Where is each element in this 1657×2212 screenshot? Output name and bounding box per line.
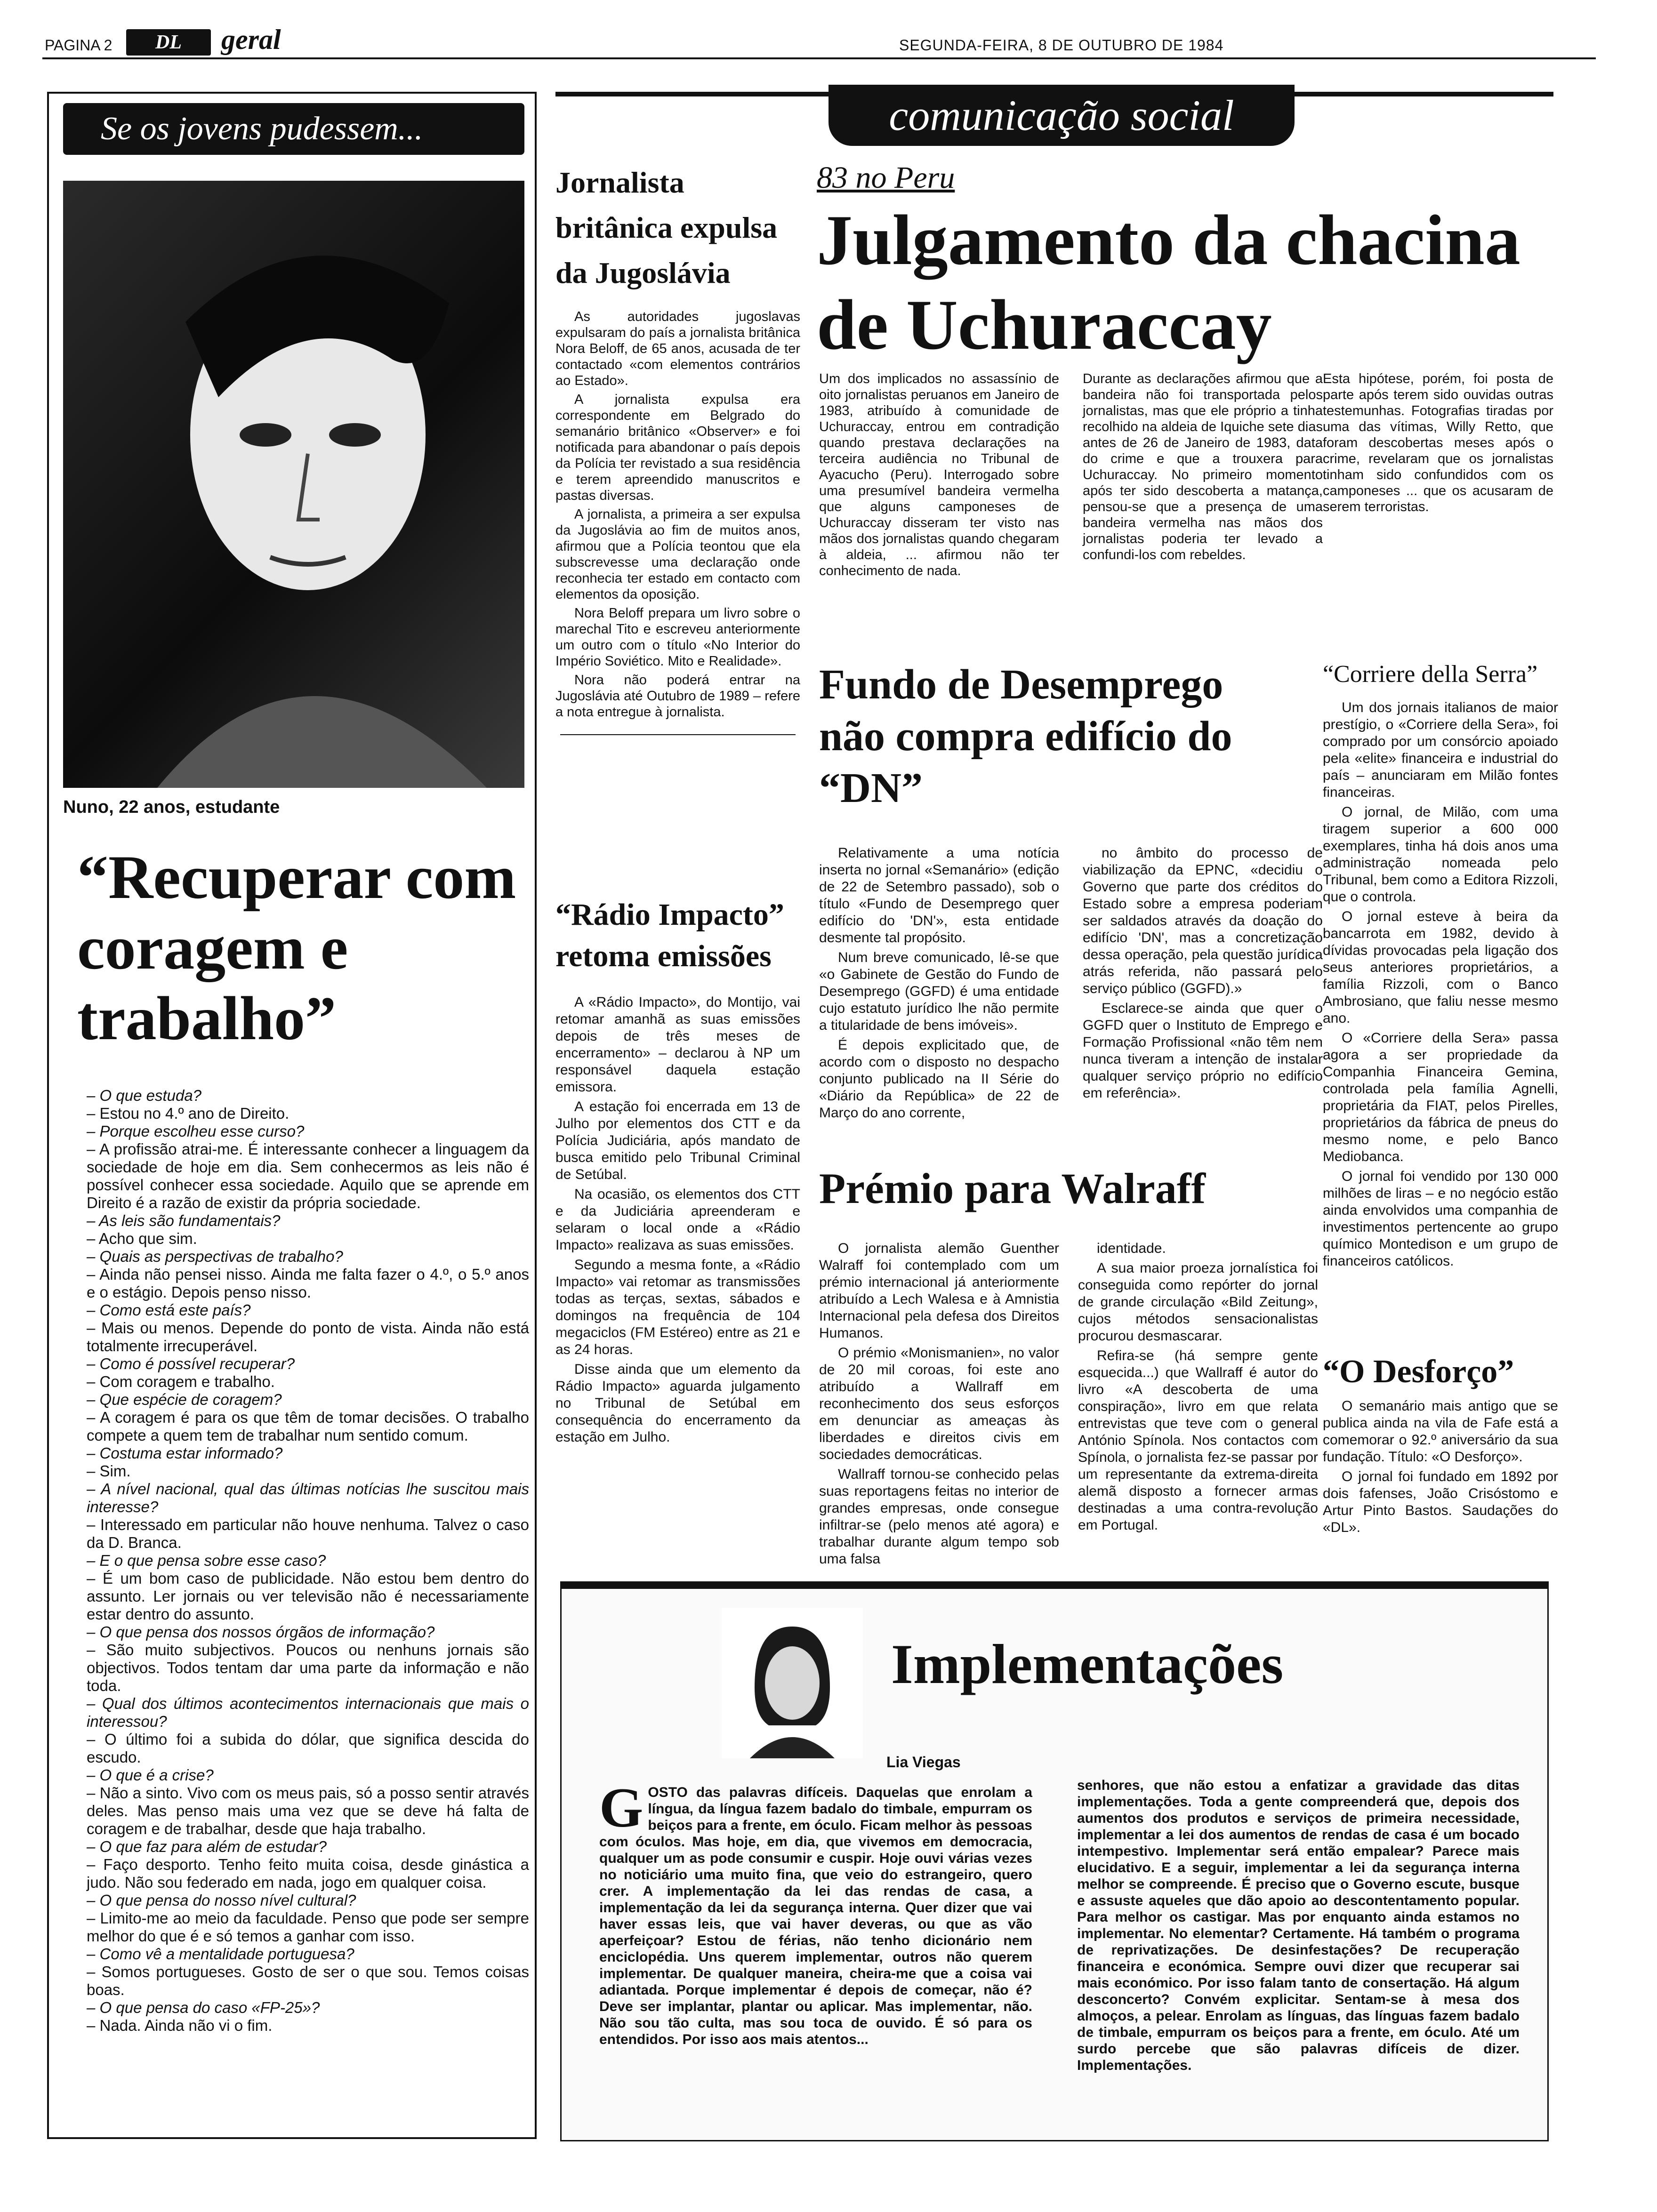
journalist-paragraph: A jornalista, a primeira a ser expulsa da Jugoslávia ao fim de muitos anos, afirmou que a Polícia teontou que ela subscrevesse uma declaração onde reconhecia ter estado em contacto com elementos da oposição. (555, 507, 800, 602)
social-col-1: Um dos implicados no assassínio de oito jornalistas peruanos em Janeiro de 1983, atribuído à comunidade de Uchuraccay, entrou em contradição quando prestava declarações na terceira audiência no Tribunal de Ayacucho (Peru). Interrogado sobre uma presumível bandeira vermelha que alguns camponeses de Uchuraccay disseram ter visto nas mãos dos jornalistas quando chegaram à aldeia, ... afirmou não ter conhecimento de nada. (819, 371, 1059, 578)
interview-answer: – Faço desporto. Tenho feito muita coisa, desde ginástica a judo. Não sou federado em nada, jogo em qualquer coisa. (77, 1856, 529, 1891)
interview-answer: – Acho que sim. (77, 1230, 529, 1248)
fundo-paragraph: É depois explicitado que, de acordo com o disposto no despacho conjunto publicado na II Série do «Diário da República» de 22 de Março do ano corrente, (819, 1037, 1059, 1121)
interview-question: – O que faz para além de estudar? (77, 1838, 529, 1856)
fundo-paragraph: Num breve comunicado, lê-se que «o Gabinete de Gestão do Fundo de Desemprego (GGFD) é uma entidade cujo estatuto jurídico lhe não permite a titularidade de bens imóveis». (819, 950, 1059, 1033)
interview-answer: – Nada. Ainda não vi o fim. (77, 2017, 529, 2035)
walraff-paragraph: A sua maior proeza jornalística foi conseguida como repórter do jornal de grande circulação «Bild Zeitung», cujos métodos sensacionalistas procurou desmascarar. (1078, 1260, 1318, 1344)
fundo-paragraph: Relativamente a uma notícia inserta no jornal «Semanário» (edição de 22 de Setembro passado), sob o título «Fundo de Desemprego quer edifício do 'DN'», esta entidade desmente tal propósito. (819, 845, 1059, 946)
fundo-paragraph: no âmbito do processo de viabilização da EPNC, «decidiu o Governo que parte dos créditos do Estado sobre a empresa poderiam ser saldados através da doação do edifício 'DN', mas a concretização dessa operação, pela questão jurídica atrás referida, não passará pelo serviço público (GGFD).» (1083, 845, 1323, 996)
interview-question: – O que pensa do caso «FP-25»? (77, 1999, 529, 2017)
interview-answer: – Limito-me ao meio da faculdade. Penso que pode ser sempre melhor do que é e só temos a ganhar com isso. (77, 1909, 529, 1945)
interview-question: – O que pensa do nosso nível cultural? (77, 1891, 529, 1909)
corriere-article (1323, 659, 1558, 1273)
journalist-paragraph: Nora não poderá entrar na Jugoslávia até Outubro de 1989 – refere a nota entregue à jornalista. (555, 673, 800, 720)
walraff-paragraph: O prémio «Monismanien», no valor de 20 mil coroas, foi este ano atribuído a Wallraff em reconhecimento dos seus esforços em denunciar as ameaças às liberdades e direitos civis em sociedades democráticas. (819, 1345, 1059, 1462)
masthead-rule (42, 57, 1596, 59)
interview-question: – O que estuda? (77, 1087, 529, 1105)
walraff-col-1 (819, 1240, 1059, 1571)
social-kicker: 83 no Peru (817, 160, 955, 195)
implementacoes-author: Lia Viegas (886, 1754, 961, 1771)
interview-answer: – Interessado em particular não houve nenhuma. Talvez o caso da D. Branca. (77, 1516, 529, 1552)
desforco-paragraph: O semanário mais antigo que se publica ainda na vila de Fafe está a comemorar o 92.º aniversário da sua fundação. Título: «O Desforço». (1323, 1398, 1558, 1465)
date-line: SEGUNDA-FEIRA, 8 DE OUTUBRO DE 1984 (899, 37, 1224, 54)
author-photo (722, 1608, 863, 1758)
radio-paragraph: Disse ainda que um elemento da Rádio Impacto» aguarda julgamento no Tribunal de Setúbal em consequência do encerramento da estação em Julho. (555, 1362, 800, 1445)
section-label: geral (221, 24, 281, 55)
interview-question: – Como está este país? (77, 1301, 529, 1319)
interview-answer: – O último foi a subida do dólar, que significa descida do escudo. (77, 1731, 529, 1766)
radio-headline: “Rádio Impacto” retoma emissões (555, 898, 784, 973)
column-divider-1 (560, 734, 796, 735)
implementacoes-text-1: OSTO das palavras difíceis. Daquelas que enrolam a língua, da língua fazem badalo do timbale, empurram os beiços para a frente, em óculo. Ficam melhor às pessoas com óculos. Mas hoje, em dia, que vivemos em democracia, qualquer um as pode consumir e cuspir. Hoje ouvi várias vezes no noticiário uma muito fina, que veio do estrangeiro, quero crer. A implementação da lei das rendas de casa, a implementação da lei da segurança interna. Quer dizer que vai haver essas leis, que vai haver deveras, ou que as vão aperfeiçoar? Estou de férias, não tenho dicionário nem enciclopédia. Uns querem implementar, outros não querem implementar. De qualquer maneira, cheira-me que a coisa vai adiantada. Porque implementar é depois de começar, não é? Deve ser implantar, plantar ou aplicar. Mas implementar, não. Não sou tão culta, mas sou toca de ouvido. É só para os entendidos. Por isso aos mais atentos... (599, 1785, 1032, 2047)
left-headline: “Recuperar com coragem e trabalho” (77, 842, 516, 1053)
interview-answer: – Ainda não pensei nisso. Ainda me falta fazer o 4.º, o 5.º anos e o estágio. Depois penso nisso. (77, 1266, 529, 1301)
interview-question: – Como vê a mentalidade portuguesa? (77, 1945, 529, 1963)
interview-answer: – É um bom caso de publicidade. Não estou bem dentro do assunto. Ler jornais ou ver televisão não é necessariamente estar dentro do assunto. (77, 1570, 529, 1623)
radio-paragraph: Na ocasião, os elementos dos CTT e da Judiciária apreenderam e selaram o local onde a «Rádio Impacto» realizava as suas emissões. (555, 1186, 800, 1253)
radio-article (555, 894, 800, 1449)
interview-question: – Como é possível recuperar? (77, 1355, 529, 1373)
interview-answer: – A profissão atrai-me. É interessante conhecer a linguagem da sociedade de hoje em dia. Sem conhecermos as leis não é possível conhecer essa sociedade. Aquilo que se aprende em Direito é a razão de existir da própria sociedade. (77, 1140, 529, 1212)
interview-question: – O que é a crise? (77, 1766, 529, 1784)
radio-paragraph: Segundo a mesma fonte, a «Rádio Impacto» vai retomar as transmissões todas as terças, sextas, sábados e domingos na frequência de 104 megaciclos (FM Estéreo) entre as 21 e as 24 horas. (555, 1257, 800, 1357)
interview-question: – O que pensa dos nossos órgãos de informação? (77, 1623, 529, 1641)
interview-answer: – A coragem é para os que têm de tomar decisões. O trabalho compete a quem tem de trabalhar num sentido comum. (77, 1409, 529, 1444)
drop-cap: G (599, 1776, 643, 1839)
interview-answer: – Estou no 4.º ano de Direito. (77, 1105, 529, 1122)
interview-answer: – Sim. (77, 1462, 529, 1480)
implementacoes-headline: Implementações (891, 1633, 1284, 1695)
interview-question: – As leis são fundamentais? (77, 1212, 529, 1230)
logo: DL (126, 29, 211, 56)
interview-text (77, 1087, 529, 2035)
interview-answer: – São muito subjectivos. Poucos ou nenhuns jornais são objectivos. Todos tentam dar uma parte da informação e não toda. (77, 1641, 529, 1695)
desforco-body (1323, 1398, 1558, 1536)
interview-answer: – Somos portugueses. Gosto de ser o que sou. Temos coisas boas. (77, 1963, 529, 1999)
interview-question: – A nível nacional, qual das últimas notícias lhe suscitou mais interesse? (77, 1480, 529, 1516)
corriere-paragraph: O jornal esteve à beira da bancarrota em 1982, devido à dívidas provocadas pela ligação dos seus anteriores proprietários, a família Rizzoli, com o Banco Ambrosiano, que faliu nesse mesmo ano. (1323, 909, 1558, 1026)
corriere-paragraph: O jornal foi vendido por 130 000 milhões de liras – e no negócio estão ainda envolvidos uma companhia de investimentos pertencente ao grupo químico Montedison e um grupo de financeiros católicos. (1323, 1169, 1558, 1269)
left-feature-box (47, 92, 537, 2139)
desforco-paragraph: O jornal foi fundado em 1892 por dois fafenses, João Crisóstomo e Artur Pinto Bastos. Saudações do «DL». (1323, 1469, 1558, 1535)
radio-body (555, 994, 800, 1446)
fundo-paragraph: Esclarece-se ainda que quer o GGFD quer o Instituto de Emprego e Formação Profissional «não têm nem nunca tiveram a intenção de instalar qualquer serviço próprio no edifício em referência». (1083, 1001, 1323, 1101)
social-col-2: Durante as declarações afirmou que a bandeira não foi transportada pelos jornalistas, mas que ele próprio a tinha recolhido na aldeia de Iquiche sete dias antes de 26 de Janeiro de 1983, data do crime e que a trouxera para Uchuraccay. No primeiro momento após ter sido descoberta a matança, pensou-se que a presença de uma bandeira vermelha nas mãos dos jornalistas poderia ter levado a confundi-los com rebeldes. (1083, 371, 1323, 562)
interview-answer: – Com coragem e trabalho. (77, 1373, 529, 1391)
photo-caption: Nuno, 22 anos, estudante (63, 797, 280, 817)
walraff-paragraph: identidade. (1097, 1241, 1166, 1256)
walraff-paragraph: Refira-se (há sempre gente esquecida...) que Wallraff é autor do livro «A descoberta de uma conspiração», livro em que relata entrevistas que teve com o general António Spínola. Nos contactos com Spínola, o jornalista fez-se passar por um representante da extrema-direita alemã disposto a fornecer armas destinadas a uma contra-revolução em Portugal. (1078, 1348, 1318, 1533)
corriere-paragraph: Um dos jornais italianos de maior prestígio, o «Corriere della Sera», foi comprado por um consórcio apoiado pela «elite» financeira e industrial do país – anunciaram em Milão fontes financeiras. (1323, 700, 1558, 800)
fundo-col-1 (819, 845, 1059, 1124)
interview-question: – Qual dos últimos acontecimentos internacionais que mais o interessou? (77, 1695, 529, 1731)
walraff-paragraph: Wallraff tornou-se conhecido pelas suas reportagens feitas no interior de grandes empresas, onde consegue infiltrar-se (pelo menos até agora) e trabalhar durante algum tempo sob uma falsa (819, 1467, 1059, 1567)
interview-question: – Quais as perspectivas de trabalho? (77, 1248, 529, 1266)
corriere-body (1323, 699, 1558, 1270)
desforco-article (1323, 1351, 1558, 1539)
portrait-photo (63, 181, 524, 788)
journalist-paragraph: As autoridades jugoslavas expulsaram do país a jornalista britânica Nora Beloff, de 65 anos, acusada de ter contactado «com elementos contrários ao Estado». (555, 309, 800, 388)
corriere-paragraph: O «Corriere della Sera» passa agora a ser propriedade da Companhia Financeira Gemina, controlada pela família Agnelli, proprietária da FIAT, pelos Pirelles, proprietários da fábrica de pneus do mesmo nome, e pelo Banco Mediobanca. (1323, 1030, 1558, 1164)
radio-paragraph: A «Rádio Impacto», do Montijo, vai retomar amanhã as suas emissões depois de três meses de encerramento» – declarou à NP um responsável daquela estação emissora. (555, 994, 800, 1095)
social-banner: comunicação social (828, 85, 1295, 146)
interview-question: – Costuma estar informado? (77, 1444, 529, 1462)
journalist-article (555, 160, 800, 723)
journalist-body (555, 309, 800, 720)
interview-answer: – Não a sinto. Vivo com os meus pais, só a posso sentir através deles. Mas penso mais uma vez que se deve há falta de coragem e de trabalhar, desde que haja trabalho. (77, 1784, 529, 1838)
journalist-headline: Jornalista britânica expulsa da Jugoslávia (555, 166, 778, 289)
portrait-figure-icon (63, 181, 524, 788)
walraff-paragraph: O jornalista alemão Guenther Walraff foi contemplado com um prémio internacional já anteriormente atribuído a Lech Walesa e à Amnistia Internacional pela defesa dos Direitos Humanos. (819, 1241, 1059, 1341)
left-banner: Se os jovens pudessem... (63, 103, 524, 155)
interview-question: – Que espécie de coragem? (77, 1391, 529, 1409)
journalist-paragraph: Nora Beloff prepara um livro sobre o marechal Tito e escreveu anteriormente um outro com o título «No Interior do Império Soviético. Mito e Realidade». (555, 606, 800, 669)
walraff-col-2 (1078, 1240, 1318, 1537)
author-portrait-icon (722, 1608, 863, 1758)
implementacoes-box (560, 1581, 1549, 2141)
interview-question: – Porque escolheu esse curso? (77, 1122, 529, 1140)
corriere-paragraph: O jornal, de Milão, com uma tiragem superior a 600 000 exemplares, tinha há dois anos uma administração nomeada pelo Tribunal, bem como a Editora Rizzoli, que o controla. (1323, 804, 1558, 905)
corriere-headline: “Corriere della Serra” (1323, 661, 1538, 688)
journalist-paragraph: A jornalista expulsa era correspondente em Belgrado do semanário britânico «Observer» e foi notificada para abandonar o país depois da Polícia ter revistado a sua residência e terem apreendido manuscritos e pastas diversas. (555, 392, 800, 503)
social-col-3: Esta hipótese, porém, foi posta de parte após terem sido ouvidas outras testemunhas. Fotografias tiradas por uma das vítimas, Willy Retto, que foram descobertas meses após o crime, revelaram que os jornalistas tinham sido confundidos com os camponeses ... que os acusaram de serem terroristas. (1323, 371, 1553, 514)
desforco-headline: “O Desforço” (1323, 1354, 1514, 1390)
interview-question: – E o que pensa sobre esse caso? (77, 1552, 529, 1570)
social-headline: Julgamento da chacina de Uchuraccay (817, 200, 1520, 364)
masthead (0, 0, 1657, 56)
implementacoes-col-1 (599, 1776, 1032, 2048)
page-number: PAGINA 2 (45, 37, 113, 54)
walraff-headline: Prémio para Walraff (819, 1164, 1206, 1212)
fundo-headline: Fundo de Desemprego não compra edifício do “DN” (819, 661, 1232, 811)
radio-paragraph: A estação foi encerrada em 13 de Julho por elementos dos CTT e da Polícia Judiciária, após mandato de busca emitido pelo Tribunal Criminal de Setúbal. (555, 1099, 800, 1182)
implementacoes-col-2: senhores, que não estou a enfatizar a gravidade das ditas implementações. Toda a gente compreenderá que, depois dos aumentos dos produtos e serviços de primeira necessidade, implementar a lei dos aumentos de rendas de casa é um bocado intempestivo. Implementar será então empalear? Parece mais elucidativo. E a seguir, implementar a lei da segurança interna melhor se compreende. É preciso que o Governo escute, busque e assuste aqueles que dão apoio ao descontentamento popular. Para melhor os castigar. Mas por enquanto ainda estamos no implementar. No elementar? Certamente. Há também o programa de reprivatizações. De desinfestações? De recuperação financeira e económica. Sempre ouvi dizer que recuperar sai mais económico. Por isso falam tanto de consertação. Há algum desconcerto? Convém explicitar. Sentam-se à mesa dos almoços, a pelear. Enrolam as línguas, das línguas fazem badalo de timbale, empurram os beiços para a frente, em óculo. Até um surdo percebe que são palavras difíceis de dizer. Implementações. (1077, 1778, 1520, 2073)
fundo-col-2 (1083, 845, 1323, 1105)
interview-answer: – Mais ou menos. Depende do ponto de vista. Ainda não está totalmente irrecuperável. (77, 1319, 529, 1355)
